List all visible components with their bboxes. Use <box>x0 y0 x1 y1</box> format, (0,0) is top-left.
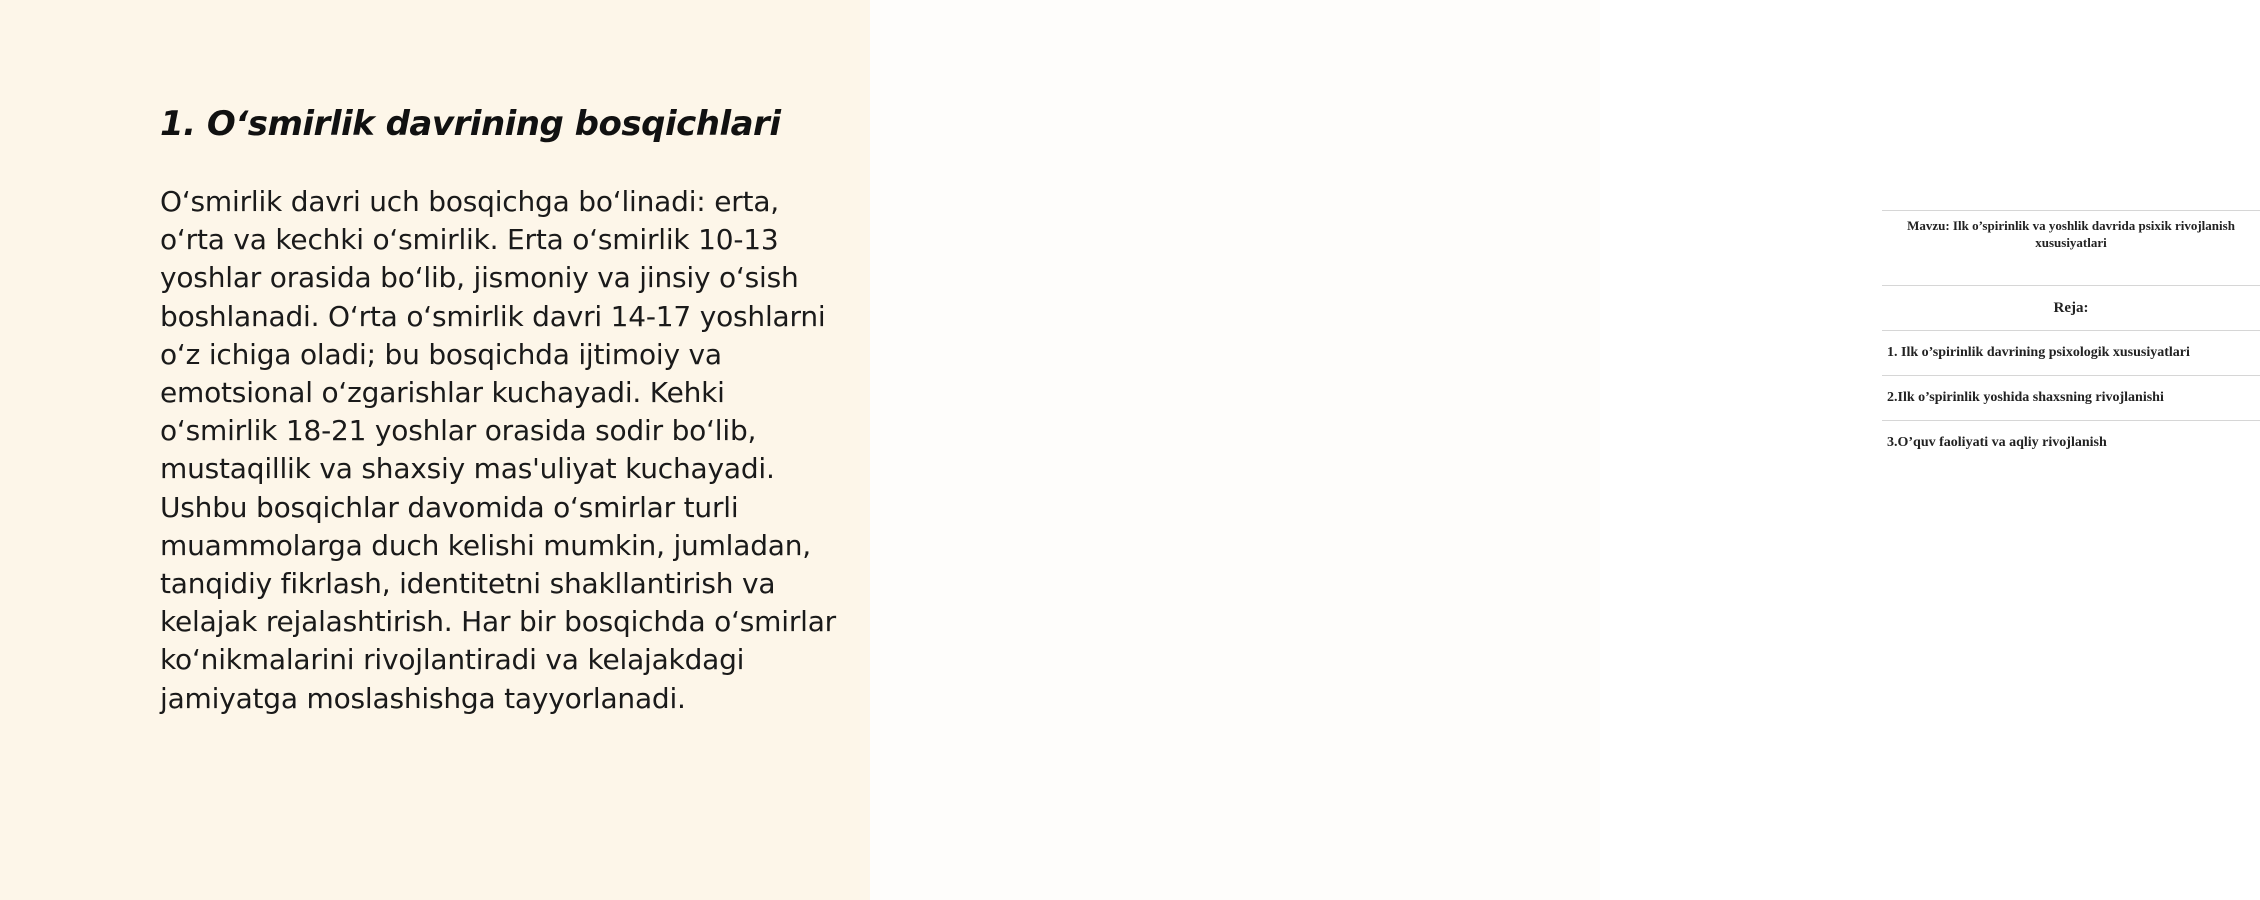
document-plan-item: 3.O’quv faoliyati va aqliy rivojlanish <box>1882 420 2260 465</box>
document-plan-item: 2.Ilk o’spirinlik yoshida shaxsning rivojlanishi <box>1882 375 2260 420</box>
image-panel <box>870 0 2235 900</box>
document-plan-heading: Reja: <box>1882 285 2260 330</box>
document-plan-item: 1. Ilk o’spirinlik davrining psixologik xususiyatlari <box>1882 330 2260 375</box>
document-topic: Mavzu: Ilk o’spirinlik va yoshlik davrida psixik rivojlanish xususiyatlari <box>1882 210 2260 285</box>
text-panel <box>0 0 870 900</box>
slide-title: 1. O‘smirlik davrining bosqichlari <box>160 104 781 144</box>
slide-body-text: O‘smirlik davri uch bosqichga bo‘linadi: erta, o‘rta va kechki o‘smirlik. Erta o‘smirlik 10-13 yoshlar orasida bo‘lib, jismoniy va jinsiy o‘sish boshlanadi. O‘rta o‘smirlik davri 14-17 yoshlarni o‘z ichiga oladi; bu bosqichda ijtimoiy va emotsional o‘zgarishlar kuchayadi. Kehki o‘smirlik 18-21 yoshlar orasida sodir bo‘lib, mustaqillik va shaxsiy mas'uliyat kuchayadi. Ushbu bosqichlar davomida o‘smirlar turli muammolarga duch kelishi mumkin, jumladan, tanqidiy fikrlash, identitetni shakllantirish va kelajak rejalashtirish. Har bir bosqichda o‘smirlar ko‘nikmalarini rivojlantiradi va kelajakdagi jamiyatga moslashishga tayyorlanadi. <box>160 185 836 715</box>
document-image <box>1882 210 2260 465</box>
